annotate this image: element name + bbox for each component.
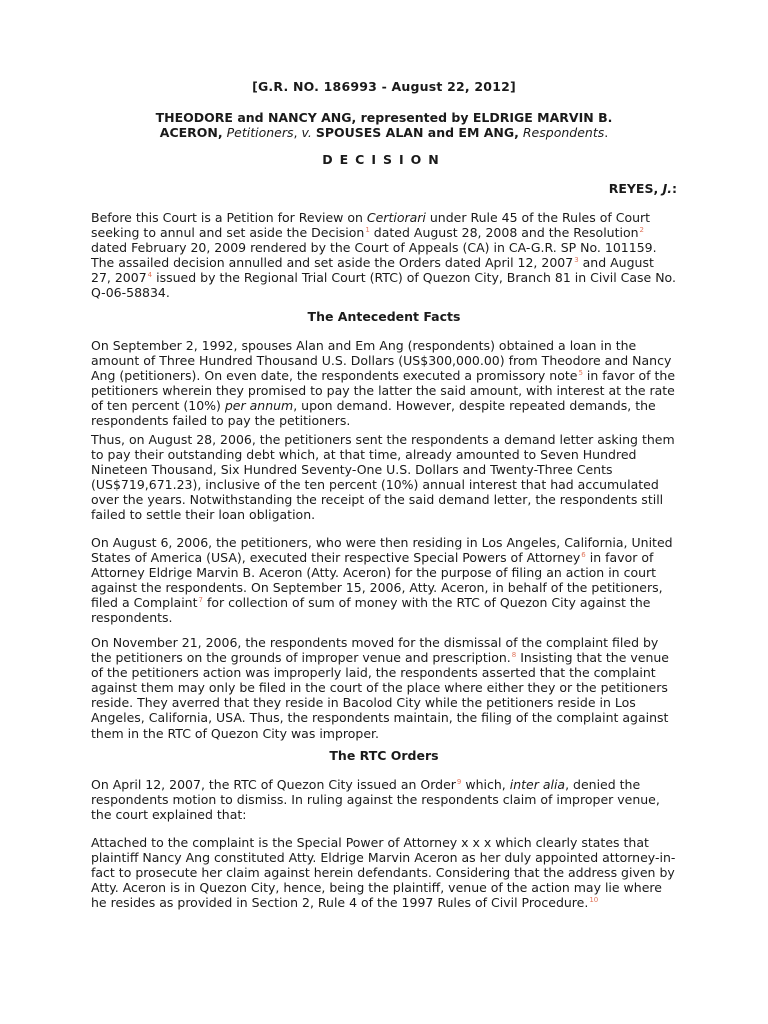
paragraph-loan-facts [91,338,677,429]
paragraph-rtc-order [91,777,677,822]
paragraph-special-powers [91,535,677,626]
case-parties: THEODORE and NANCY ANG, represented by ELDRIGE MARVIN B. ACERON, Petitioners, v. SPOUSES ALAN and EM ANG, Respondents. [155,110,613,140]
ponente-title: J. [662,181,672,196]
text-run: Insisting that the venue of the petitioners action was improperly laid, the respondents asserted that the complaint against them may only be filed in the court of the place where either they or the petitioners reside. They averred that they reside in Bacolod City while the petitioners reside in Los Angeles, California, USA. Thus, the respondents maintain, the filing of the complaint against them in the RTC of Quezon City was improper. [91,650,670,741]
petitioner-representative: ACERON, [159,125,223,140]
text-run: On April 12, 2007, the RTC of Quezon City issued an Order [91,777,456,792]
footnote-ref[interactable]: 6 [581,551,586,560]
heading-rtc-orders: The RTC Orders [329,748,439,763]
text-run: and August 27, 2007 [91,255,654,286]
footnote-ref[interactable]: 9 [456,778,462,786]
text-run: in favor of the petitioners wherein they promised to pay the latter the said amount, with interest at the rate of ten percent (10%) [91,368,676,414]
footnote-ref[interactable]: 4 [147,271,153,280]
text-run: On September 2, 1992, spouses Alan and Em Ang (respondents) obtained a loan in the amount of Three Hundred Thousand U.S. Dollars (US$300,000.00) from Theodore and Nancy Ang (petitioners). On even date, the respondents executed a promissory note [91,338,672,384]
text-run: On November 21, 2006, the respondents moved for the dismissal of the complaint filed by the petitioners on the grounds of improper venue and prescription. [91,635,659,666]
paragraph-introduction [91,210,677,301]
footnote-ref[interactable]: 8 [511,651,517,660]
text-run-italic: Certiorari [366,210,426,225]
footnote-ref[interactable]: 7 [198,596,203,605]
text-run-italic: per annum [224,398,294,414]
text-run: under Rule 45 of the Rules of Court seeking to annul and set aside the Decision [91,210,651,241]
text-run: Attached to the complaint is the Special Power of Attorney x x x which clearly states that plaintiff Nancy Ang constituted Atty. Eldrige Marvin Aceron as her duly appointed attorney-in-fact to prosecute her claim against herein defendants. Considering that the address given by Atty. Aceron is in Quezon City, hence, being the plaintiff, venue of the action may lie where he resides as provided in Section 2, Rule 4 of the 1997 Rules of Civil Procedure. [91,835,676,911]
footnote-ref[interactable]: 1 [365,226,370,235]
text-run: which, [461,777,510,792]
footnote-ref[interactable]: 5 [578,369,583,378]
paragraph-motion-dismiss [91,635,677,741]
text-run: issued by the Regional Trial Court (RTC) of Quezon City, Branch 81 in Civil Case No. Q-06-58834. [91,270,676,301]
text-run: Before this Court is a Petition for Review on [91,210,367,225]
paragraph-quoted-order [91,835,677,910]
respondents-label: Respondents [522,125,605,140]
footnote-ref[interactable]: 10 [589,896,599,905]
text-run: On August 6, 2006, the petitioners, who were then residing in Los Angeles, California, United States of America (USA), executed their respective Special Powers of Attorney [91,535,673,566]
heading-antecedent-facts: The Antecedent Facts [307,309,461,324]
footnote-ref[interactable]: 3 [574,256,579,265]
text-run: dated February 20, 2009 rendered by the Court of Appeals (CA) in CA-G.R. SP No. 101159. The assailed decision annulled and set aside the Orders dated April 12, 2007 [91,240,657,271]
paragraph-demand-letter: Thus, on August 28, 2006, the petitioners sent the respondents a demand letter asking them to pay their outstanding debt which, at that time, already amounted to Seven Hundred Nineteen Thousand, Six Hundred Seventy-One U.S. Dollars and Twenty-Three Cents (US$719,671.23), inclusive of the ten percent (10%) annual interest that had accumulated over the years. Notwithstanding the receipt of the said demand letter, the respondents still failed to settle their loan obligation. [91,432,675,523]
text-run-italic: inter alia [509,777,566,792]
text-run: , denied the respondents motion to dismiss. In ruling against the respondents claim of improper venue, the court explained that: [91,777,660,823]
decision-title: DECISION [322,152,446,167]
petitioners-label: Petitioners [226,125,294,140]
text-run: for collection of sum of money with the RTC of Quezon City against the respondents. [91,595,651,626]
versus-label: v. [301,125,312,140]
respondents-names: SPOUSES ALAN and EM ANG, [315,125,519,140]
text-run: dated August 28, 2008 and the Resolution [369,225,639,241]
parties-line1: THEODORE and NANCY ANG, represented by ELDRIGE MARVIN B. [155,110,613,125]
text-run: in favor of Attorney Eldrige Marvin B. Aceron (Atty. Aceron) for the purpose of filing an action in court against the respondents. On September 15, 2006, Atty. Aceron, in behalf of the petitioners, filed a Complaint [91,550,663,611]
footnote-ref[interactable]: 2 [639,226,645,235]
text-run: , upon demand. However, despite repeated demands, the respondents failed to pay the petitioners. [91,398,656,429]
ponente: REYES, J.: [608,181,677,196]
case-number: [G.R. NO. 186993 - August 22, 2012] [252,79,516,94]
ponente-name: REYES, [608,181,659,196]
